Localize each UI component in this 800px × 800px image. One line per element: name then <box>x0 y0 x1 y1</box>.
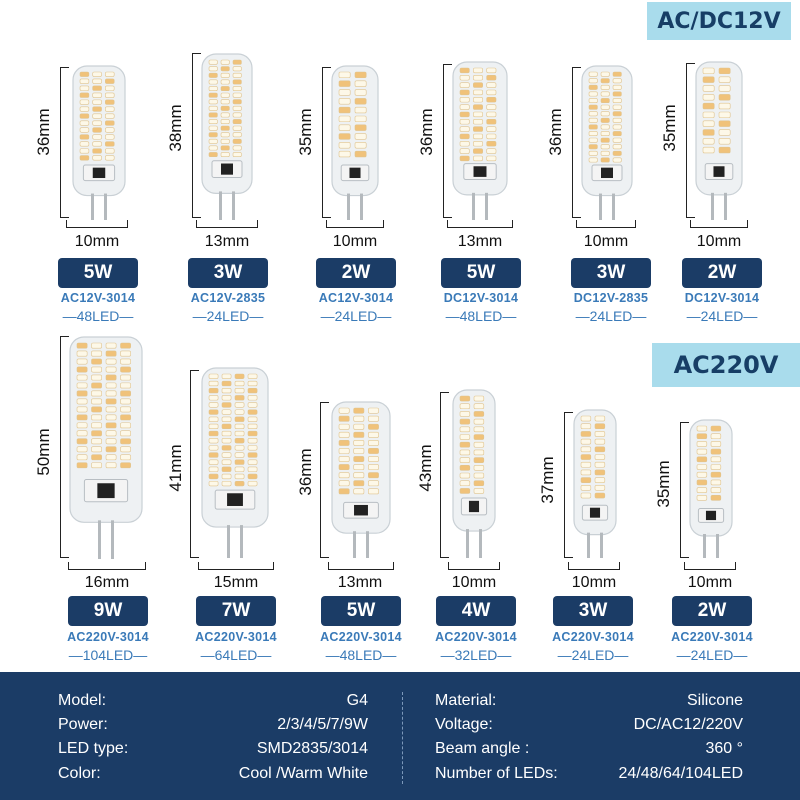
width-dimension <box>68 562 146 570</box>
model-number: DC12V-3014 <box>684 291 760 305</box>
wattage-badge: 2W <box>682 258 762 288</box>
led-count: —24LED— <box>320 308 392 324</box>
led-count: —104LED— <box>68 647 148 663</box>
spec-label: Model: <box>58 692 107 709</box>
wattage-badge: 5W <box>58 258 138 288</box>
width-dimension <box>326 220 384 228</box>
led-count: —64LED— <box>200 647 272 663</box>
spec-label: Color: <box>58 765 101 782</box>
width-label: 10mm <box>451 574 497 591</box>
height-label: 35mm <box>654 460 673 508</box>
model-number: AC220V-3014 <box>67 630 149 644</box>
width-dimension <box>447 220 513 228</box>
spec-value: Silicone <box>686 692 743 709</box>
model-number: DC12V-2835 <box>573 291 649 305</box>
model-number: AC220V-3014 <box>320 630 402 644</box>
height-label: 37mm <box>538 456 557 504</box>
width-label: 10mm <box>74 233 120 250</box>
bulb-image <box>69 64 129 222</box>
width-label: 10mm <box>687 574 733 591</box>
led-count: —24LED— <box>557 647 629 663</box>
bulb-image <box>328 64 382 222</box>
model-number: AC220V-3014 <box>435 630 517 644</box>
model-number: AC220V-3014 <box>195 630 277 644</box>
bulb-image <box>449 60 511 222</box>
led-count: —24LED— <box>676 647 748 663</box>
height-label: 36mm <box>546 108 565 156</box>
spec-label: Number of LEDs: <box>435 765 558 782</box>
specs-divider <box>402 692 403 784</box>
width-dimension <box>66 220 128 228</box>
spec-value: 24/48/64/104LED <box>618 765 743 782</box>
wattage-badge: 4W <box>436 596 516 626</box>
width-dimension <box>196 220 258 228</box>
wattage-badge: 2W <box>672 596 752 626</box>
wattage-badge: 7W <box>196 596 276 626</box>
height-label: 35mm <box>660 104 679 152</box>
model-number: AC220V-3014 <box>552 630 634 644</box>
bulb-image <box>692 60 746 222</box>
width-label: 10mm <box>583 233 629 250</box>
led-count: —48LED— <box>325 647 397 663</box>
wattage-badge: 3W <box>571 258 651 288</box>
width-dimension <box>448 562 500 570</box>
width-dimension <box>328 562 394 570</box>
section-tag-ac220v: AC220V <box>652 343 800 387</box>
height-dimension <box>60 67 69 218</box>
bulb-image <box>449 388 499 560</box>
model-number: AC12V-3014 <box>318 291 394 305</box>
width-label: 13mm <box>204 233 250 250</box>
height-dimension <box>440 392 449 558</box>
wattage-badge: 5W <box>441 258 521 288</box>
width-dimension <box>198 562 274 570</box>
bulb-image <box>578 64 636 222</box>
led-count: —24LED— <box>686 308 758 324</box>
spec-label: LED type: <box>58 740 129 757</box>
bulb-image <box>66 335 146 561</box>
model-number: AC12V-2835 <box>190 291 266 305</box>
spec-label: Material: <box>435 692 497 709</box>
height-label: 41mm <box>166 444 185 492</box>
wattage-badge: 5W <box>321 596 401 626</box>
height-label: 36mm <box>296 448 315 496</box>
width-label: 15mm <box>213 574 259 591</box>
spec-value: DC/AC12/220V <box>633 716 743 733</box>
width-label: 10mm <box>571 574 617 591</box>
led-count: —24LED— <box>192 308 264 324</box>
led-count: —32LED— <box>440 647 512 663</box>
width-dimension <box>690 220 748 228</box>
led-count: —48LED— <box>62 308 134 324</box>
wattage-badge: 3W <box>188 258 268 288</box>
spec-label: Beam angle : <box>435 740 530 757</box>
specs-panel <box>0 672 800 800</box>
wattage-badge: 9W <box>68 596 148 626</box>
wattage-badge: 2W <box>316 258 396 288</box>
width-dimension <box>576 220 636 228</box>
width-label: 13mm <box>457 233 503 250</box>
width-label: 13mm <box>337 574 383 591</box>
height-label: 43mm <box>416 444 435 492</box>
bulb-image <box>328 400 394 560</box>
width-dimension <box>568 562 620 570</box>
bulb-image <box>570 408 620 560</box>
led-count: —24LED— <box>575 308 647 324</box>
width-label: 16mm <box>84 574 130 591</box>
spec-value: G4 <box>346 692 368 709</box>
wattage-badge: 3W <box>553 596 633 626</box>
spec-label: Power: <box>58 716 108 733</box>
bulb-image <box>198 366 272 560</box>
height-label: 50mm <box>34 428 53 476</box>
width-dimension <box>684 562 736 570</box>
spec-label: Voltage: <box>435 716 493 733</box>
spec-value: 2/3/4/5/7/9W <box>277 716 368 733</box>
spec-value: 360 ° <box>705 740 743 757</box>
height-label: 36mm <box>417 108 436 156</box>
spec-value: SMD2835/3014 <box>256 740 368 757</box>
model-number: DC12V-3014 <box>443 291 519 305</box>
height-label: 36mm <box>34 108 53 156</box>
width-label: 10mm <box>332 233 378 250</box>
led-count: —48LED— <box>445 308 517 324</box>
model-number: AC220V-3014 <box>671 630 753 644</box>
width-label: 10mm <box>696 233 742 250</box>
height-label: 35mm <box>296 108 315 156</box>
model-number: AC12V-3014 <box>60 291 136 305</box>
spec-value: Cool /Warm White <box>238 765 368 782</box>
section-tag-acdc12v: AC/DC12V <box>647 2 791 40</box>
bulb-image <box>198 52 256 222</box>
height-label: 38mm <box>166 104 185 152</box>
bulb-image <box>686 418 736 560</box>
